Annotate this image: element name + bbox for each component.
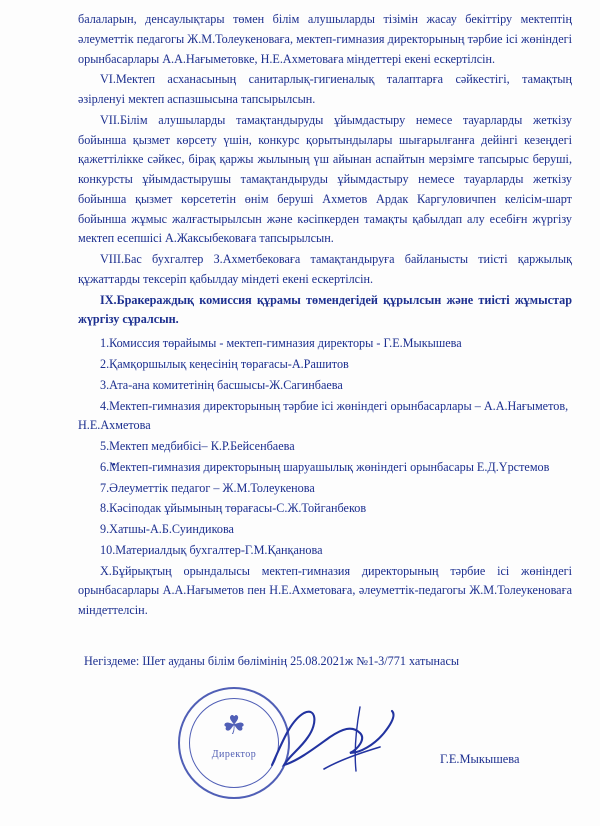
stamp-main-text: Директор — [211, 749, 257, 761]
list-item: 10.Материалдық бухгалтер-Г.М.Қанқанова — [100, 542, 323, 557]
list-item: 7.Әлеуметтік педагог – Ж.М.Толеукенова — [100, 480, 315, 495]
commission-list — [78, 334, 572, 560]
list-item: 5.Мектеп медбибісі– К.Р.Бейсенбаева — [100, 439, 295, 454]
paragraph-viii: VIII.Бас бухгалтер З.Ахметбековаға тамақтандыруға байланысты тиісті қаржылық құжаттарды тексеріп қабылдау міндеті екені ескертілсін. — [78, 252, 572, 286]
list-item: 1.Комиссия төрайымы - мектеп-гимназия директоры - Г.Е.Мыкышева — [100, 336, 462, 351]
spacer — [78, 622, 572, 652]
handwritten-signature — [264, 703, 414, 783]
list-item: 3.Ата-ана комитетінің басшысы-Ж.Сагинбаева — [100, 377, 343, 392]
signer-name: Г.Е.Мыкышева — [440, 752, 520, 767]
basis-line: Негіздеме: Шет ауданы білім бөлімінің 25.08.2021ж №1-3/771 хатынасы — [84, 653, 460, 668]
paragraph-ix-bold-text: IX.Бракераждық комиссия құрамы төмендегідей құрылсын және тиісті жұмыстар жүргізу сұралсын. — [78, 292, 572, 327]
document-body — [78, 10, 572, 815]
paragraph-continued: балаларын, денсаулықтары төмен білім алушыларды тізімін жасау бекіттіру мектептің әлеуметтік педагогы Ж.М.Толеукеноваға, мектеп-гимназия директорының тәрбие ісі жөніндегі орынбасарлары А.А.Нағыметовке, Н.Е.Ахметоваға міндеттері екені ескертілсін. — [78, 12, 572, 66]
list-item: 9.Хатшы-А.Б.Суиндикова — [100, 522, 234, 537]
emblem-icon: ☘ — [222, 711, 246, 741]
list-item: 8.Кәсіподак ұйымының төрағасы-С.Ж.Тойганбеков — [100, 501, 367, 516]
paragraph-vii: VII.Білім алушыларды тамақтандыруды ұйымдастыру немесе тауарларды жеткізу бойынша қызмет көрсету үшін, конкурс қорытындылары шығарылғанға дейінгі кезеңдегі қажеттілікке сәйкес, бірақ қаржы жылының үш айынан аспайтын мерзімге тапсырыс беруші, конкурсты ұйымдастырушы тамақтандыруды ұйымдастыру немесе тауарларды жеткізу бойынша қызмет көрсететін өнім беруші Ахметов Ардак Каргуловичпен келісім-шарт бойынша жұмыс жалғастырылсын және кәсіпкерден тамақты қабылдап алу есебіғн жүргізу мектеп есепшісі А.Жаксыбековаға тапсырылсын. — [78, 112, 572, 246]
list-item: 2.Қамқоршылық кеңесінің төрағасы-А.Рашитов — [100, 357, 349, 372]
paragraph-vi: VI.Мектеп асханасының санитарлық-гигиеналық талаптарға сәйкестігі, тамақтың әзірленуі мектеп аспазшысына тапсырылсын. — [78, 72, 572, 107]
list-item: • 6.Мектеп-гимназия директорының шаруашылық жөніндегі орынбасары Е.Д.Үрстемов — [78, 458, 572, 478]
list-item: 4.Мектеп-гимназия директорының тәрбие ісі жөніндегі орынбасарлары – А.А.Нағыметов, Н.Е.Ахметова — [78, 398, 569, 433]
signature-area — [78, 685, 572, 815]
paragraph-x: X.Бұйрықтың орындалысы мектеп-гимназия директорының тәрбие ісі жөніндегі орынбасарлары А.А.Нағыметов пен Н.Е.Ахметоваға, әлеуметтік-педагогы Ж.М.Толеукеноваға міндеттелсін. — [78, 563, 572, 618]
paragraph-ix-heading — [78, 291, 572, 331]
